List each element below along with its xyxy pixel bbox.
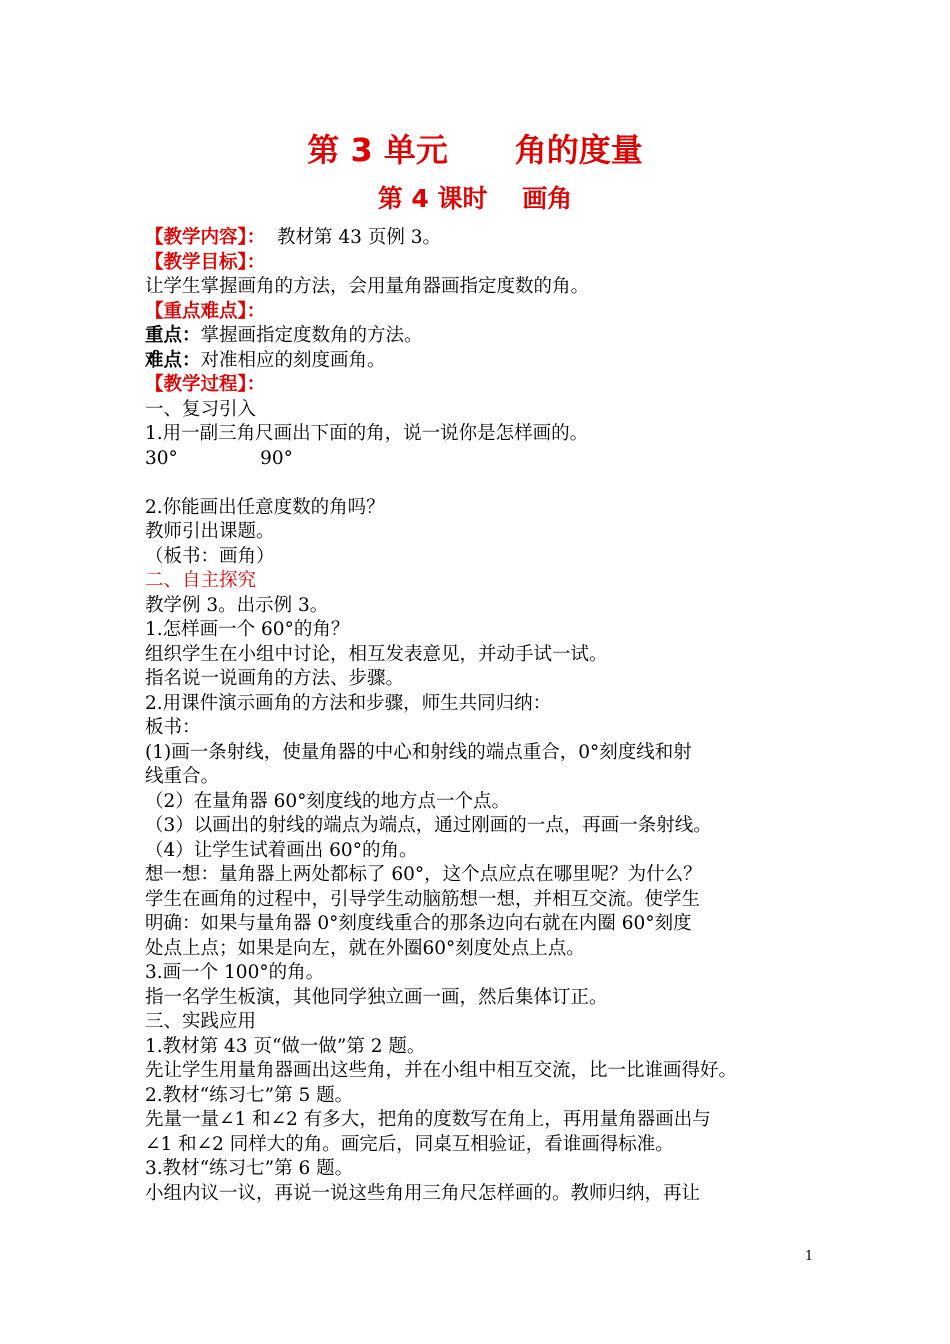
key-point-label: 重点： xyxy=(145,325,201,346)
paragraph-line: (1)画一条射线，使量角器的中心和射线的端点重合，0°刻度线和射 xyxy=(145,741,692,763)
paragraph-line: 指一名学生板演，其他同学独立画一画，然后集体订正。 xyxy=(145,986,608,1008)
paragraph-line: （3）以画出的射线的端点为端点，通过刚画的一点，再画一条射线。 xyxy=(145,815,712,836)
page-number xyxy=(0,1249,950,1264)
paragraph-line: 学生在画角的过程中，引导学生动脑筋想一想，并相互交流。使学生 xyxy=(145,888,701,910)
paragraph-line: （4）让学生试着画出 60°的角。 xyxy=(145,839,418,861)
paragraph-line: 30° 90° xyxy=(145,447,293,469)
hard-point-text: 对准相应的刻度画角。 xyxy=(200,349,386,371)
paragraph-line: （板书：画角） xyxy=(145,545,275,567)
page-number-text: 1 xyxy=(804,1249,814,1264)
paragraph-line: （2）在量角器 60°刻度线的地方点一个点。 xyxy=(145,790,510,812)
lesson-body xyxy=(145,226,815,1206)
paragraph-line: 三、实践应用 xyxy=(145,1011,257,1032)
paragraph-line: 小组内议一议，再说一说这些角用三角尺怎样画的。教师归纳，再让 xyxy=(145,1182,701,1204)
hard-point-label: 难点： xyxy=(145,349,201,371)
paragraph-line: 先让学生用量角器画出这些角，并在小组中相互交流，比一比谁画得好。 xyxy=(145,1060,738,1081)
teaching-goal-label: 【教学目标】： xyxy=(145,251,266,273)
teaching-goal-text: 让学生掌握画角的方法，会用量角器画指定度数的角。 xyxy=(145,276,590,297)
paragraph-line: 2.你能画出任意度数的角吗？ xyxy=(145,496,385,518)
paragraph-line: 一、复习引入 xyxy=(145,398,257,420)
teaching-content-text: 教材第 43 页例 3。 xyxy=(265,227,441,248)
paragraph-line: 2.用课件演示画角的方法和步骤，师生共同归纳： xyxy=(145,692,552,714)
paragraph-line: 明确：如果与量角器 0°刻度线重合的那条边向右就在内圈 60°刻度 xyxy=(145,913,692,934)
key-point-text: 掌握画指定度数角的方法。 xyxy=(200,325,423,346)
paragraph-line: 1.怎样画一个 60°的角？ xyxy=(145,619,350,640)
paragraph-line: 教学例 3。出示例 3。 xyxy=(145,594,329,616)
difficulty-label: 【重点难点】： xyxy=(145,300,266,322)
paragraph-line: 板书： xyxy=(145,717,201,738)
teaching-content-line xyxy=(145,226,815,251)
paragraph-line: 处点上点；如果是向左，就在外圈60°刻度处点上点。 xyxy=(145,937,585,959)
paragraph-line: 组织学生在小组中讨论，相互发表意见，并动手试一试。 xyxy=(145,643,608,665)
paragraph-line: 1.用一副三角尺画出下面的角，说一说你是怎样画的。 xyxy=(145,423,589,444)
paragraph-line: 3.教材“练习七”第 6 题。 xyxy=(145,1158,354,1179)
paragraph-line: 1.教材第 43 页“做一做”第 2 题。 xyxy=(145,1035,426,1057)
key-point-line xyxy=(145,324,815,349)
teaching-content-label: 【教学内容】： xyxy=(145,227,266,248)
paragraph-line: 2.教材“练习七”第 5 题。 xyxy=(145,1084,354,1106)
paragraph-line: 指名说一说画角的方法、步骤。 xyxy=(145,668,405,689)
section-heading: 二、自主探究 xyxy=(145,570,257,591)
unit-title: 第 3 单元 角的度量 xyxy=(307,131,643,169)
lesson-subtitle: 第 4 课时 画角 xyxy=(377,184,573,213)
paragraph-line: 线重合。 xyxy=(145,766,220,787)
paragraph-line: 想一想：量角器上两处都标了 60°，这个点应点在哪里呢？为什么？ xyxy=(145,864,702,885)
paragraph-line: 教师引出课题。 xyxy=(145,521,275,542)
paragraph-line: ∠1 和∠2 同样大的角。画完后，同桌互相验证，看谁画得标准。 xyxy=(145,1133,674,1155)
blank-line xyxy=(145,471,815,496)
teaching-process-label: 【教学过程】： xyxy=(145,374,266,395)
paragraph-line: 先量一量∠1 和∠2 有多大，把角的度数写在角上，再用量角器画出与 xyxy=(145,1109,711,1130)
hard-point-line xyxy=(145,349,815,374)
paragraph-line: 3.画一个 100°的角。 xyxy=(145,962,325,983)
